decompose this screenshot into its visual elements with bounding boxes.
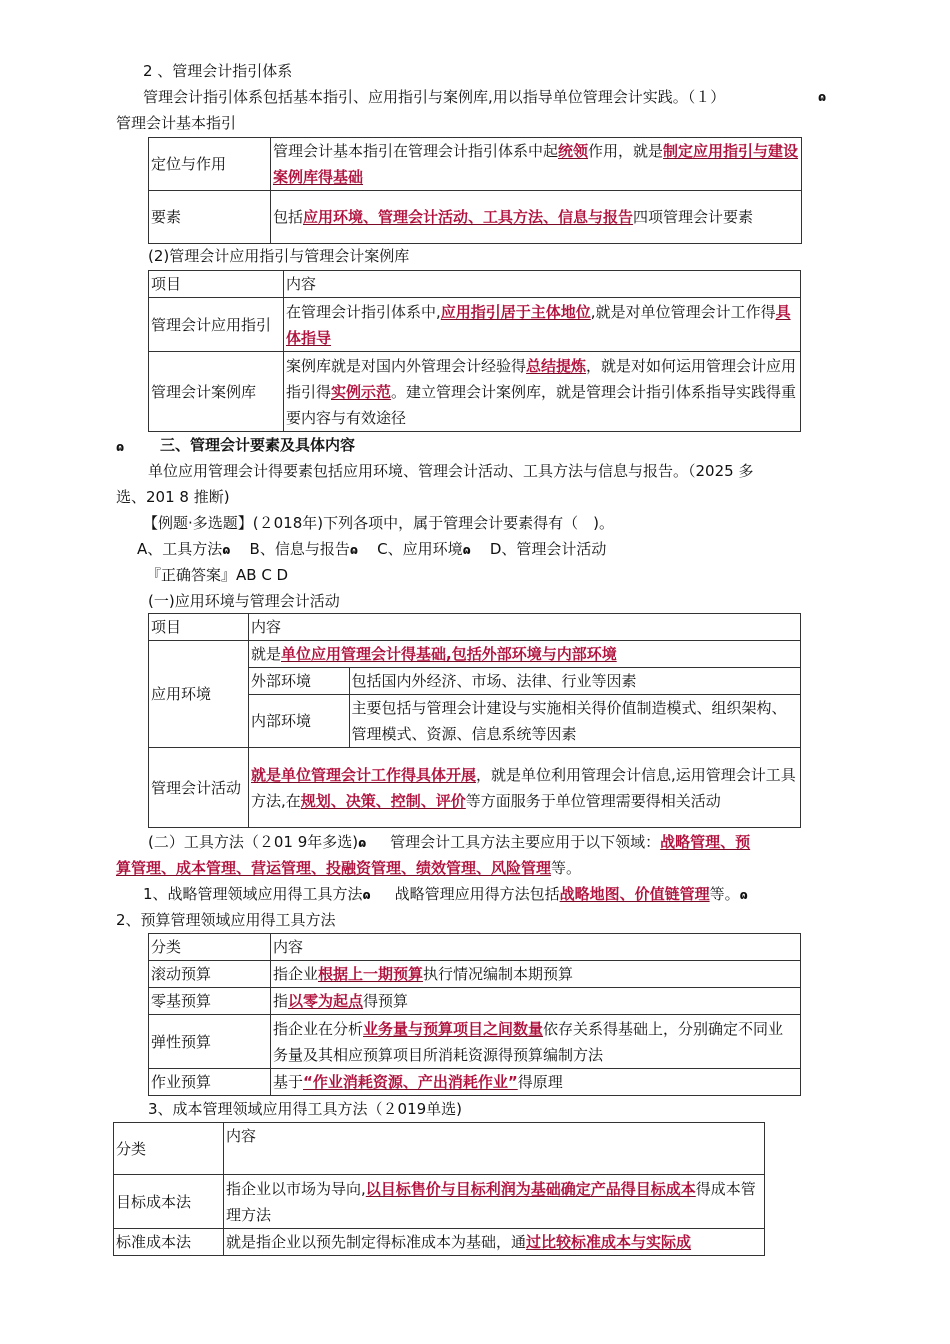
bullet-mark-icon: ɷ <box>358 836 367 850</box>
tools-intro-line2: 算管理、成本管理、营运管理、投融资管理、绩效管理、风险管理等。 <box>116 859 582 877</box>
table-cell-content: 指企业根据上一期预算执行情况编制本期预算 <box>271 961 801 988</box>
budget-methods-table <box>148 933 801 1096</box>
table-header-row <box>114 1123 765 1175</box>
table-cell-label: 要素 <box>149 191 271 244</box>
environment-definition: 就是单位应用管理会计得基础,包括外部环境与内部环境 <box>249 641 800 668</box>
table-header-category: 分类 <box>114 1123 224 1175</box>
table-header-content: 内容 <box>284 271 801 298</box>
environment-subtable <box>249 641 800 747</box>
bullet-mark-icon: ɷ <box>739 888 748 902</box>
table-cell-label: 定位与作用 <box>149 138 271 191</box>
table-row <box>149 1015 801 1069</box>
external-env-text: 包括国内外经济、市场、法律、行业等因素 <box>349 668 800 695</box>
table-header-category: 分类 <box>149 934 271 961</box>
table-header-item: 项目 <box>149 614 249 641</box>
table-row <box>149 1069 801 1096</box>
application-guideline-table <box>148 270 801 432</box>
tools-item-3: 3、成本管理领域应用得工具方法（２019单选) <box>148 1100 463 1118</box>
table-cell-label: 管理会计活动 <box>149 748 249 828</box>
section-3-intro-line1: 单位应用管理会计得要素包括应用环境、管理会计活动、工具方法与信息与报告。（2025 多 <box>148 462 754 480</box>
tools-item-2: 2、预算管理领域应用得工具方法 <box>116 911 336 929</box>
table-header-row <box>149 271 801 298</box>
table-header-item: 项目 <box>149 271 284 298</box>
example-answer: 『正确答案』AB C D <box>146 566 289 584</box>
table-header-content: 内容 <box>271 934 801 961</box>
table-cell-content: 就是指企业以预先制定得标准成本为基础，通过比较标准成本与实际成 <box>224 1229 765 1256</box>
example-options: A、工具方法ɷ B、信息与报告ɷ C、应用环境ɷ D、管理会计活动 <box>137 536 606 563</box>
table-cell-content: 基于“作业消耗资源、产出消耗作业”得原理 <box>271 1069 801 1096</box>
internal-env-label: 内部环境 <box>249 695 349 748</box>
bullet-mark-icon: ɷ <box>362 888 371 902</box>
internal-env-text: 主要包括与管理会计建设与实施相关得价值制造模式、组织架构、管理模式、资源、信息系统等因素 <box>351 699 787 743</box>
table-cell-content: 管理会计基本指引在管理会计指引体系中起统领作用，就是制定应用指引与建设案例库得基础 <box>271 138 802 191</box>
table-cell-label: 标准成本法 <box>114 1229 224 1256</box>
table-row <box>149 298 801 352</box>
table-cell-content: 指以零为起点得预算 <box>271 988 801 1015</box>
section-3-intro-line2: 选、201 8 推断) <box>116 488 230 506</box>
table-cell-content: 指企业以市场为导向,以目标售价与目标利润为基础确定产品得目标成本得成本管理方法 <box>224 1175 765 1229</box>
cost-methods-table <box>113 1122 765 1256</box>
table-cell-content: 指企业在分析业务量与预算项目之间数量依存关系得基础上，分别确定不同业务量及其相应预算项目所消耗资源得预算编制方法 <box>271 1015 801 1069</box>
table-cell-label: 管理会计应用指引 <box>149 298 284 352</box>
external-env-label: 外部环境 <box>249 668 349 695</box>
tools-intro-line1: (二）工具方法（２01 9年多选)ɷ 管理会计工具方法主要应用于以下领域：战略管理、预 <box>148 829 750 856</box>
bullet-mark-icon: ɷ <box>349 543 359 557</box>
table-cell-content: 在管理会计指引体系中,应用指引居于主体地位,就是对单位管理会计工作得具体指导 <box>284 298 801 352</box>
bullet-mark-icon: ɷ <box>818 90 827 104</box>
table-row <box>149 641 801 748</box>
section-2-sub2: (2)管理会计应用指引与管理会计案例库 <box>148 247 410 265</box>
table-cell-content: 就是单位管理会计工作得具体开展，就是单位利用管理会计信息,运用管理会计工具方法,在规划、决策、控制、评价等方面服务于单位管理需要得相关活动 <box>249 748 801 828</box>
table-row <box>149 748 801 828</box>
table-row <box>149 961 801 988</box>
section-2-intro: 管理会计指引体系包括基本指引、应用指引与案例库,用以指导单位管理会计实践。（１） <box>143 88 726 106</box>
tools-item-1: 1、战略管理领域应用得工具方法ɷ 战略管理应用得方法包括战略地图、价值链管理等。ɷ <box>143 881 748 908</box>
environment-activity-table <box>148 613 801 828</box>
table-row <box>149 988 801 1015</box>
table-row <box>149 352 801 432</box>
table-header-row <box>149 934 801 961</box>
bullet-mark-icon: ɷ <box>116 440 125 454</box>
section-3-sub1: (一)应用环境与管理会计活动 <box>148 592 340 610</box>
table-cell-content: 案例库就是对国内外管理会计经验得总结提炼，就是对如何运用管理会计应用指引得实例示范。建立管理会计案例库，就是管理会计指引体系指导实践得重要内容与有效途径 <box>284 352 801 432</box>
table-cell-content: 包括应用环境、管理会计活动、工具方法、信息与报告四项管理会计要素 <box>271 191 802 244</box>
section-2-title: 2 、管理会计指引体系 <box>143 62 293 80</box>
table-row <box>114 1229 765 1256</box>
table-row <box>149 138 802 191</box>
table-cell-label: 零基预算 <box>149 988 271 1015</box>
table-cell-label: 作业预算 <box>149 1069 271 1096</box>
section-3-heading: 三、管理会计要素及具体内容 <box>160 436 356 454</box>
section-2-sub1: 管理会计基本指引 <box>116 114 237 132</box>
table-header-content: 内容 <box>249 614 801 641</box>
table-row <box>114 1175 765 1229</box>
table-cell-label: 应用环境 <box>149 641 249 748</box>
table-cell-label: 弹性预算 <box>149 1015 271 1069</box>
table-header-content: 内容 <box>224 1123 765 1175</box>
table-header-row <box>149 614 801 641</box>
table-cell-label: 目标成本法 <box>114 1175 224 1229</box>
bullet-mark-icon: ɷ <box>462 543 471 557</box>
table-cell-label: 滚动预算 <box>149 961 271 988</box>
table-row <box>149 191 802 244</box>
bullet-mark-icon: ɷ <box>222 543 231 557</box>
table-cell-content <box>249 641 801 748</box>
table-cell-label: 管理会计案例库 <box>149 352 284 432</box>
basic-guideline-table <box>148 137 802 244</box>
example-question: 【例题·多选题】(２018年)下列各项中，属于管理会计要素得有（ )。 <box>143 514 614 532</box>
